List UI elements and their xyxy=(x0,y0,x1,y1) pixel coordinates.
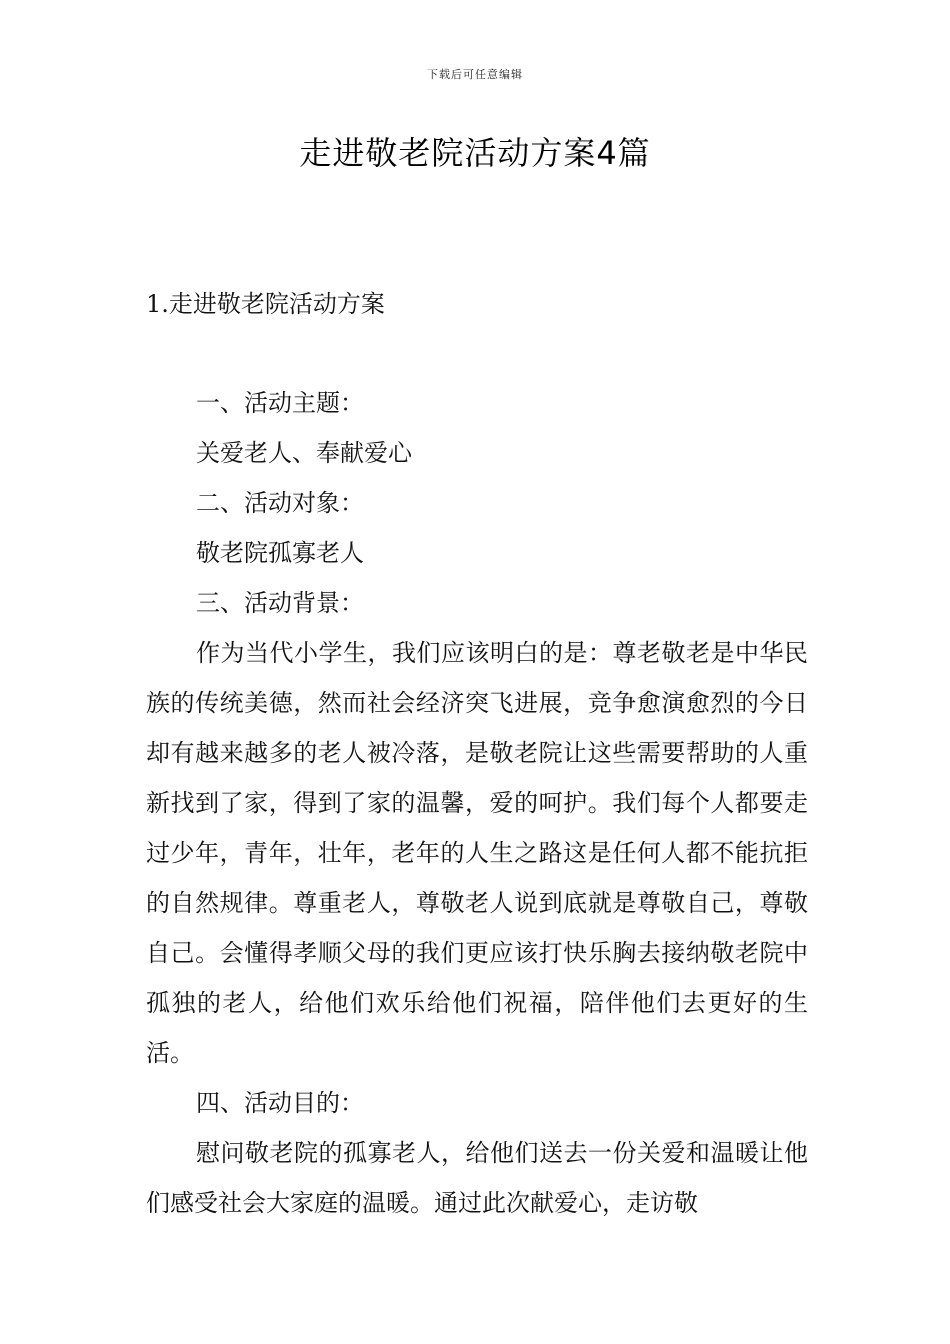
section-heading: 1.走进敬老院活动方案 xyxy=(146,290,385,318)
background-paragraph: 作为当代小学生，我们应该明白的是：尊老敬老是中华民族的传统美德，然而社会经济突飞进展，竞争愈演愈烈的今日却有越来越多的老人被冷落，是敬老院让这些需要帮助的人重新找到了家，得到了家的温馨，爱的呵护。我们每个人都要走过少年，青年，壮年，老年的人生之路这是任何人都不能抗拒的自然规律。尊重老人，尊敬老人说到底就是尊敬自己，尊敬自己。会懂得孝顺父母的我们更应该打快乐胸去接纳敬老院中孤独的老人，给他们欢乐给他们祝福，陪伴他们去更好的生活。 xyxy=(146,639,808,1067)
header-note: 下载后可任意编辑 xyxy=(427,68,523,81)
heading-background: 三、活动背景： xyxy=(196,589,364,617)
theme-text: 关爱老人、奉献爱心 xyxy=(196,439,412,467)
heading-target: 二、活动对象： xyxy=(196,489,364,517)
heading-purpose: 四、活动目的： xyxy=(196,1089,364,1117)
document-body xyxy=(146,378,808,1228)
target-text: 敬老院孤寡老人 xyxy=(196,539,364,567)
heading-theme: 一、活动主题： xyxy=(196,389,364,417)
purpose-paragraph: 慰问敬老院的孤寡老人，给他们送去一份关爱和温暖让他们感受社会大家庭的温暖。通过此次献爱心，走访敬 xyxy=(146,1139,808,1217)
document-title: 走进敬老院活动方案4篇 xyxy=(299,134,651,172)
